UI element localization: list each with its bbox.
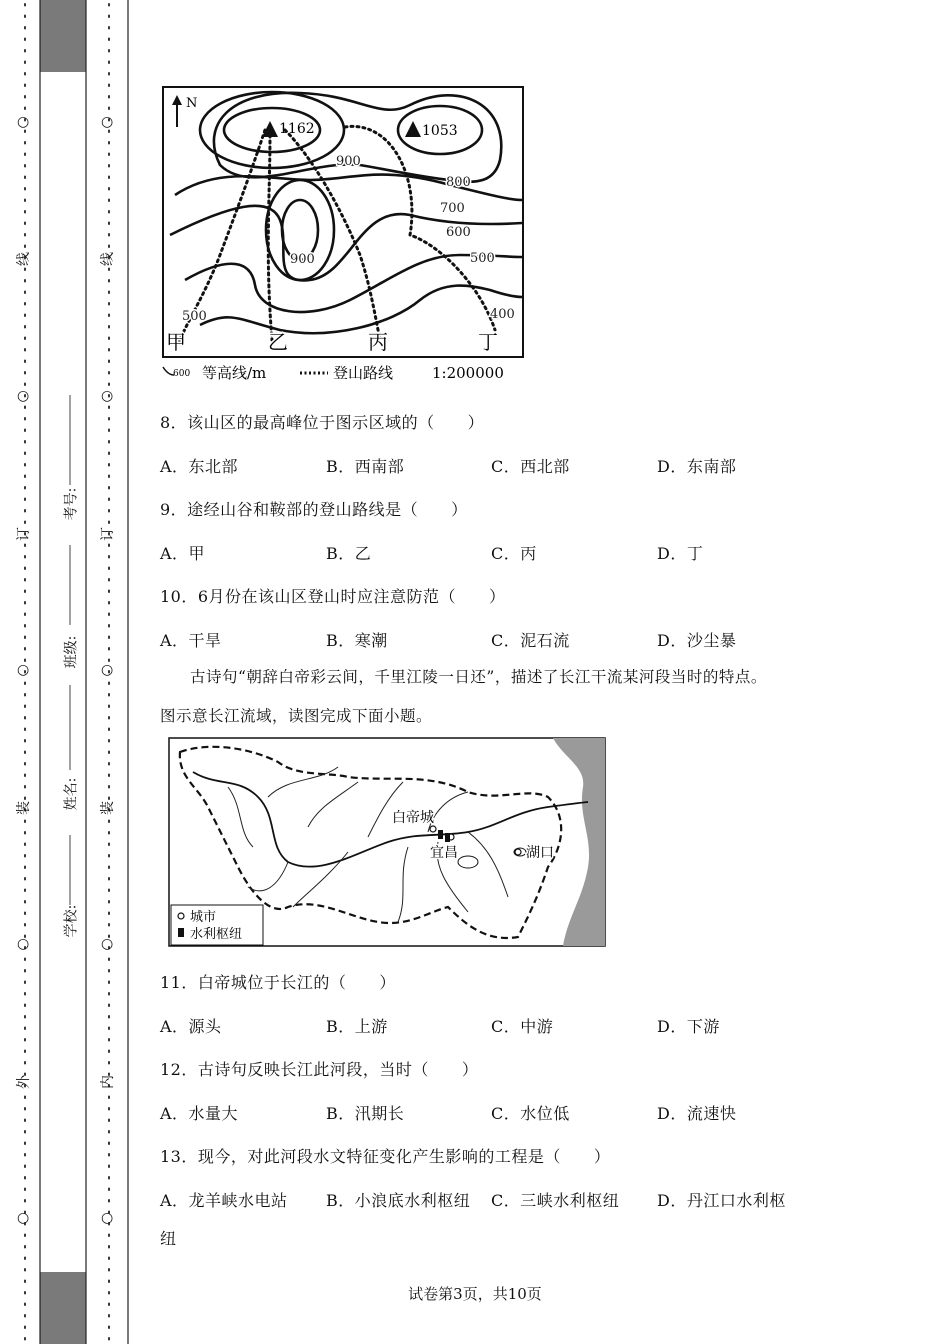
binding-circle: ○	[17, 936, 30, 952]
contour-map-figure	[160, 85, 530, 385]
legend-contour-text: 等高线/m	[202, 364, 267, 382]
contour-label: 500	[182, 309, 207, 324]
q13-option-b[interactable]: B．小浪底水利枢纽	[326, 1191, 471, 1210]
contour-map	[160, 85, 530, 385]
q13-option-d-wrap: 纽	[160, 1229, 177, 1248]
binding-label-ding: 订	[100, 527, 116, 541]
binding-circle: ○	[17, 388, 30, 404]
question-10-stem: 10．6月份在该山区登山时应注意防范（ ）	[160, 587, 506, 606]
field-name: 姓名:	[63, 777, 80, 811]
binding-margin	[0, 0, 130, 1344]
binding-circle: ○	[17, 114, 30, 130]
field-class: 班级:	[63, 635, 80, 669]
q12-option-a[interactable]: A．水量大	[160, 1104, 239, 1123]
question-11-stem: 11．白帝城位于长江的（ ）	[160, 973, 396, 992]
field-school: 学校:	[63, 904, 80, 938]
binding-circle: ○	[17, 1210, 30, 1226]
binding-circle: ○	[101, 1210, 114, 1226]
q11-option-a[interactable]: A．源头	[160, 1017, 222, 1036]
yangtze-map-figure	[168, 737, 608, 949]
north-label: N	[186, 96, 198, 111]
contour-label: 800	[446, 175, 471, 190]
binding-label-zhuang: 装	[100, 801, 116, 815]
q13-option-d[interactable]: D．丹江口水利枢	[657, 1191, 786, 1210]
q10-option-b[interactable]: B．寒潮	[326, 631, 388, 650]
binding-circle: ○	[101, 388, 114, 404]
route-label-jia: 甲	[166, 330, 186, 354]
q13-option-c[interactable]: C．三峡水利枢纽	[491, 1191, 620, 1210]
legend-city: 城市	[190, 910, 217, 925]
q11-option-d[interactable]: D．下游	[657, 1017, 720, 1036]
q9-option-c[interactable]: C．丙	[491, 544, 537, 563]
q13-option-a[interactable]: A．龙羊峡水电站	[160, 1191, 288, 1210]
peak-label: 1162	[279, 121, 315, 137]
contour-label: 500	[470, 251, 495, 266]
q9-option-d[interactable]: D．丁	[657, 544, 704, 563]
q12-option-c[interactable]: C．水位低	[491, 1104, 570, 1123]
q11-option-c[interactable]: C．中游	[491, 1017, 554, 1036]
q12-option-d[interactable]: D．流速快	[657, 1104, 737, 1123]
q10-option-c[interactable]: C．泥石流	[491, 631, 570, 650]
q10-option-d[interactable]: D．沙尘暴	[657, 631, 737, 650]
yangtze-map	[168, 737, 608, 949]
page-footer: 试卷第3页，共10页	[408, 1285, 542, 1303]
legend-route-text: 登山路线	[333, 364, 394, 382]
q12-option-b[interactable]: B．汛期长	[326, 1104, 405, 1123]
binding-label-nei: 内	[100, 1075, 116, 1089]
binding-label-wai: 外	[16, 1075, 32, 1089]
q10-option-a[interactable]: A．干旱	[160, 631, 222, 650]
map-scale: 1:200000	[432, 364, 504, 382]
field-exam-number: 考号:	[63, 487, 80, 521]
question-9-stem: 9．途经山谷和鞍部的登山路线是（ ）	[160, 500, 468, 519]
city-label-yichang: 宜昌	[430, 845, 458, 861]
city-label-baidicheng: 白帝城	[392, 810, 434, 826]
route-label-ding: 丁	[478, 330, 498, 354]
binding-label-zhuang: 装	[16, 801, 32, 815]
question-8-stem: 8．该山区的最高峰位于图示区域的（ ）	[160, 413, 485, 432]
contour-label: 400	[490, 307, 515, 322]
binding-label-xian: 线	[16, 252, 32, 266]
contour-label: 700	[440, 201, 465, 216]
q8-option-c[interactable]: C．西北部	[491, 457, 570, 476]
question-12-stem: 12．古诗句反映长江此河段，当时（ ）	[160, 1060, 479, 1079]
contour-label: 900	[336, 154, 361, 169]
q9-option-a[interactable]: A．甲	[160, 544, 206, 563]
q9-option-b[interactable]: B．乙	[326, 544, 372, 563]
route-label-yi: 乙	[268, 330, 288, 354]
binding-circle: ○	[101, 936, 114, 952]
intro-line-2: 图示意长江流域，读图完成下面小题。	[160, 707, 433, 725]
contour-label: 600	[446, 225, 471, 240]
binding-circle: ○	[101, 662, 114, 678]
city-label-hukou: 湖口	[526, 845, 554, 861]
binding-circle: ○	[101, 114, 114, 130]
legend-dam: 水利枢纽	[190, 927, 243, 942]
q8-option-b[interactable]: B．西南部	[326, 457, 405, 476]
legend-contour-value: 600	[173, 369, 191, 379]
binding-circle: ○	[17, 662, 30, 678]
binding-label-ding: 订	[16, 527, 32, 541]
route-label-bing: 丙	[368, 330, 388, 354]
contour-label: 900	[290, 252, 315, 267]
binding-label-xian: 线	[100, 252, 116, 266]
q8-option-d[interactable]: D．东南部	[657, 457, 737, 476]
q8-option-a[interactable]: A．东北部	[160, 457, 239, 476]
question-13-stem: 13．现今，对此河段水文特征变化产生影响的工程是（ ）	[160, 1147, 611, 1166]
peak-label: 1053	[422, 123, 458, 139]
intro-line-1: 古诗句“朝辞白帝彩云间，千里江陵一日还”，描述了长江干流某河段当时的特点。	[190, 668, 767, 686]
q11-option-b[interactable]: B．上游	[326, 1017, 388, 1036]
